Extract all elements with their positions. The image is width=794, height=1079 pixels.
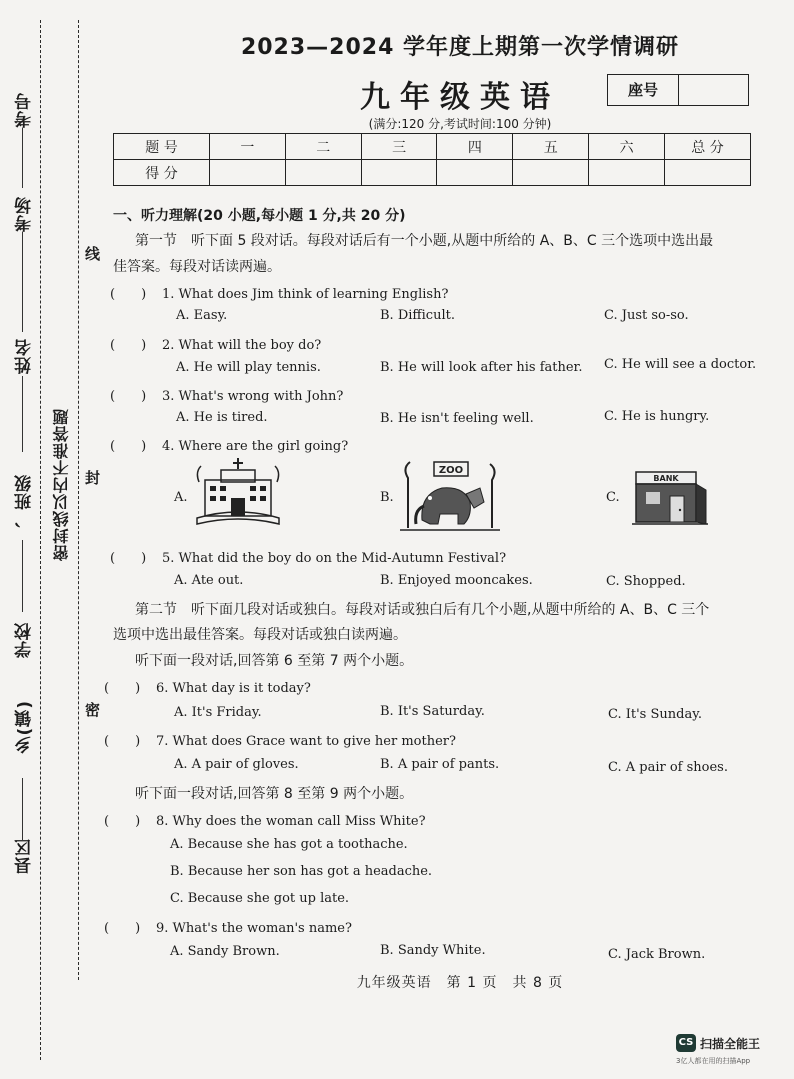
score-cell[interactable]	[210, 160, 286, 186]
option-a: A. Sandy Brown.	[170, 944, 280, 959]
name-blank	[22, 376, 23, 452]
score-header-cell: 总 分	[665, 134, 751, 160]
part2-instruction-2: 选项中选出最佳答案。每段对话或独白读两遍。	[113, 627, 407, 643]
question-text: 2. What will the boy do?	[162, 338, 322, 353]
option-b: B. Difficult.	[380, 308, 455, 323]
option-c: C. Because she got up late.	[170, 891, 350, 906]
score-header-cell: 一	[210, 134, 286, 160]
option-b: B. A pair of pants.	[380, 757, 500, 772]
margin-county: 县区	[15, 838, 35, 874]
score-cell[interactable]	[437, 160, 513, 186]
answer-paren[interactable]: ( )	[110, 439, 147, 454]
option-c: C. Shopped.	[606, 574, 686, 589]
part2-instruction-1: 第二节 听下面几段对话或独白。每段对话或独白后有几个小题,从题中所给的 A、B、C 三个	[135, 602, 710, 618]
part1-instruction-1: 第一节 听下面 5 段对话。每段对话后有一个小题,从题中所给的 A、B、C 三个选项中选出最	[135, 233, 714, 249]
page-footer: 九年级英语 第 1 页 共 8 页	[356, 975, 564, 991]
binding-margin	[0, 0, 100, 1079]
township-blank	[22, 778, 23, 840]
score-table-header-row	[114, 134, 751, 160]
option-a: A. A pair of gloves.	[174, 757, 299, 772]
seat-number-field[interactable]	[679, 75, 748, 105]
score-cell[interactable]	[665, 160, 751, 186]
question-4	[110, 435, 348, 454]
option-b: B. Enjoyed mooncakes.	[380, 573, 533, 588]
question-3	[110, 385, 343, 404]
margin-class: 、班级	[15, 474, 35, 528]
seal-word-feng: 封	[83, 470, 101, 487]
option-c: C. He will see a doctor.	[604, 357, 757, 372]
score-cell[interactable]	[513, 160, 589, 186]
answer-paren[interactable]: ( )	[104, 814, 141, 829]
answer-paren[interactable]: ( )	[104, 681, 141, 696]
option-a: A. He is tired.	[176, 410, 268, 425]
score-header-cell: 三	[361, 134, 437, 160]
option-b: B. Sandy White.	[380, 943, 486, 958]
no-answer-notice: 密封线以内不准答题	[52, 408, 71, 561]
option-a: A. Easy.	[176, 308, 228, 323]
question-5	[110, 547, 506, 566]
answer-paren[interactable]: ( )	[110, 287, 147, 302]
option-a: A. Because she has got a toothache.	[170, 837, 408, 852]
seal-word-xian: 线	[83, 246, 101, 263]
margin-school: 学校	[15, 622, 35, 658]
camscanner-logo-icon: CS	[676, 1034, 696, 1052]
bank-picture	[632, 470, 708, 526]
question-text: 5. What did the boy do on the Mid-Autumn Festival?	[162, 551, 507, 566]
exam-info: (满分:120 分,考试时间:100 分钟)	[368, 117, 552, 131]
dialog-6-7-instruction: 听下面一段对话,回答第 6 至第 7 两个小题。	[135, 653, 414, 669]
option-a: A. He will play tennis.	[176, 360, 321, 375]
score-table	[113, 133, 751, 186]
scanner-watermark	[676, 1034, 760, 1052]
question-6	[104, 677, 311, 696]
option-b: B.	[380, 490, 394, 505]
margin-township: 乡(镇)	[15, 700, 35, 754]
score-header-cell: 六	[589, 134, 665, 160]
score-header-cell: 四	[437, 134, 513, 160]
hospital-picture	[193, 458, 283, 530]
answer-paren[interactable]: ( )	[110, 551, 147, 566]
seat-number-label: 座号	[608, 75, 679, 105]
option-a: A. It's Friday.	[174, 705, 262, 720]
score-row-label: 得 分	[114, 160, 210, 186]
class-blank	[22, 540, 23, 612]
question-2	[110, 334, 321, 353]
zoo-sign-text: ZOO	[438, 465, 464, 476]
question-8	[104, 810, 426, 829]
option-c: C. Jack Brown.	[608, 947, 706, 962]
option-c: C. A pair of shoes.	[608, 760, 728, 775]
option-a: A. Ate out.	[174, 573, 244, 588]
question-1	[110, 283, 448, 302]
question-text: 4. Where are the girl going?	[162, 439, 349, 454]
score-cell[interactable]	[589, 160, 665, 186]
exam-title: 2023—2024 学年度上期第一次学情调研	[240, 35, 680, 60]
option-b: B. He will look after his father.	[380, 360, 583, 375]
seal-line-left	[40, 20, 41, 1060]
question-9	[104, 917, 352, 936]
margin-exam-room: 考场	[15, 196, 35, 232]
option-c: C. Just so-so.	[604, 308, 689, 323]
part1-instruction-2: 佳答案。每段对话读两遍。	[113, 259, 281, 275]
option-c: C.	[606, 490, 620, 505]
question-text: 3. What's wrong with John?	[162, 389, 344, 404]
answer-paren[interactable]: ( )	[110, 338, 147, 353]
score-header-cell: 二	[285, 134, 361, 160]
question-text: 8. Why does the woman call Miss White?	[156, 814, 426, 829]
seal-word-mi: 密	[83, 702, 101, 719]
margin-name: 姓名	[15, 338, 35, 374]
watermark-subtitle: 3亿人都在用的扫描App	[676, 1057, 751, 1065]
seat-number-box	[607, 74, 749, 106]
option-b: B. It's Saturday.	[380, 704, 485, 719]
score-cell[interactable]	[361, 160, 437, 186]
watermark-title: 扫描全能王	[700, 1036, 761, 1051]
option-c: C. He is hungry.	[604, 409, 710, 424]
exam-room-blank	[22, 232, 23, 332]
score-header-cell: 题 号	[114, 134, 210, 160]
question-text: 6. What day is it today?	[156, 681, 311, 696]
exam-number-blank	[22, 128, 23, 188]
question-text: 1. What does Jim think of learning English?	[162, 287, 449, 302]
score-table-score-row	[114, 160, 751, 186]
question-7	[104, 730, 456, 749]
section-title: 一、听力理解(20 小题,每小题 1 分,共 20 分)	[113, 208, 406, 224]
zoo-picture	[400, 458, 500, 532]
seal-line-right	[78, 20, 79, 980]
bank-sign-text: BANK	[653, 474, 679, 483]
option-a: A.	[174, 490, 188, 505]
question-text: 9. What's the woman's name?	[156, 921, 352, 936]
option-c: C. It's Sunday.	[608, 707, 702, 722]
dialog-8-9-instruction: 听下面一段对话,回答第 8 至第 9 两个小题。	[135, 786, 414, 802]
option-b: B. He isn't feeling well.	[380, 411, 534, 426]
answer-paren[interactable]: ( )	[104, 734, 141, 749]
subject-title: 九年级英语	[360, 80, 560, 115]
question-text: 7. What does Grace want to give her mother?	[156, 734, 456, 749]
margin-exam-number: 考号	[15, 92, 35, 128]
answer-paren[interactable]: ( )	[104, 921, 141, 936]
answer-paren[interactable]: ( )	[110, 389, 147, 404]
option-b: B. Because her son has got a headache.	[170, 864, 433, 879]
score-cell[interactable]	[285, 160, 361, 186]
score-header-cell: 五	[513, 134, 589, 160]
